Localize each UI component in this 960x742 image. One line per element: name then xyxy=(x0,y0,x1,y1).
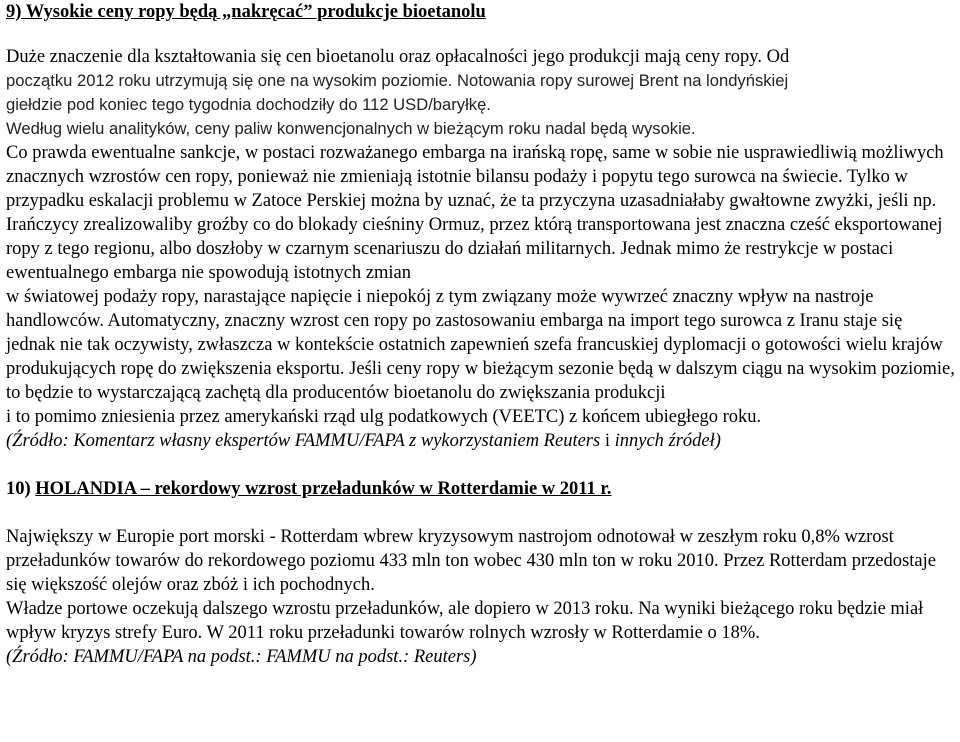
source-text-b: i xyxy=(604,431,610,451)
section-9-paragraph-2: Co prawda ewentualne sankcje, w postaci rozważanego embarga na irańską ropę, same w sobie nie usprawiedliwią możliwych znacznych wzrostów cen ropy, ponieważ nie zmieniają istotnie bilansu podaży i popytu tego surowca na świecie. Tylko w przypadku eskalacji problemu w Zatoce Perskiej można by uznać, że ta przyczyna uzasadniałaby gwałtowne zwyżki, jeśli np. Irańczycy zrealizowaliby groźby co do blokady cieśniny Ormuz, przez którą transportowana jest znaczna cześć eksportowanej ropy z tego regionu, albo doszłoby w czarnym scenariuszu do działań militarnych. Jednak mimo że restrykcje w postaci ewentualnego embarga nie spowodują istotnych zmian xyxy=(6,143,944,283)
section-9-sans-line: Według wielu analityków, ceny paliw konwencjonalnych w bieżącym roku nadal będą wysokie. xyxy=(6,119,696,138)
section-10-heading xyxy=(6,477,956,501)
section-9-heading xyxy=(6,0,956,24)
section-9-paragraph-3: w światowej podaży ropy, narastające napięcie i niepokój z tym związany może wywrzeć znaczny wpływ na nastroje handlowców. Automatyczny, znaczny wzrost cen ropy po zastosowaniu embarga na import tego surowca z Iranu staje się jednak nie tak oczywisty, zwłaszcza w kontekście ostatnich zapewnień szefa francuskiej dyplomacji o gotowości wielu krajów produkujących ropę do zwiększenia eksportu. Jeśli ceny ropy w bieżącym sezonie będą w dalszym ciągu na wysokim poziomie, to będzie to wystarczającą zachętą dla producentów bioetanolu do zwiększania produkcji xyxy=(6,287,955,403)
section-9-paragraph-4: i to pomimo zniesienia przez amerykański rząd ulg podatkowych (VEETC) z końcem ubiegłego roku. xyxy=(6,407,762,427)
section-9-sans-block xyxy=(6,69,956,141)
source-text-a: (Źródło: Komentarz własny ekspertów FAMMU/FAPA z wykorzystaniem Reuters xyxy=(6,431,605,451)
section-9-title: Wysokie ceny ropy będą „nakręcać” produkcje bioetanolu xyxy=(25,2,486,22)
section-9 xyxy=(6,0,956,453)
section-10-title: HOLANDIA – rekordowy wzrost przeładunków w Rotterdamie w 2011 r. xyxy=(35,479,612,499)
section-9-paragraph-1: Duże znaczenie dla kształtowania się cen bioetanolu oraz opłacalności jego produkcji mają ceny ropy. Od xyxy=(6,47,790,67)
source-text-c: innych źródeł) xyxy=(609,431,721,451)
section-9-sans-line: giełdzie pod koniec tego tygodnia dochodziły do 112 USD/baryłkę. xyxy=(6,95,491,114)
section-10-number: 10) xyxy=(6,479,31,499)
section-9-source xyxy=(6,429,956,453)
section-9-number: 9) xyxy=(6,2,22,22)
section-10-paragraph-1: Największy w Europie port morski - Rotterdam wbrew kryzysowym nastrojom odnotował w zeszłym roku 0,8% wzrost przeładunków towarów do rekordowego poziomu 433 mln ton wobec 430 mln ton w roku 2010. Przez Rotterdam przedostaje się większość olejów oraz zbóż i ich pochodnych. xyxy=(6,527,936,595)
section-10 xyxy=(6,477,956,669)
section-10-source: (Źródło: FAMMU/FAPA na podst.: FAMMU na podst.: Reuters) xyxy=(6,647,477,667)
section-10-paragraph-2: Władze portowe oczekują dalszego wzrostu przeładunków, ale dopiero w 2013 roku. Na wyniki bieżącego roku będzie miał wpływ kryzys strefy Euro. W 2011 roku przeładunki towarów rolnych wzrosły w Rotterdamie o 18%. xyxy=(6,599,924,643)
section-9-sans-line: początku 2012 roku utrzymują się one na wysokim poziomie. Notowania ropy surowej Brent na londyńskiej xyxy=(6,71,789,90)
document-page xyxy=(6,0,956,669)
